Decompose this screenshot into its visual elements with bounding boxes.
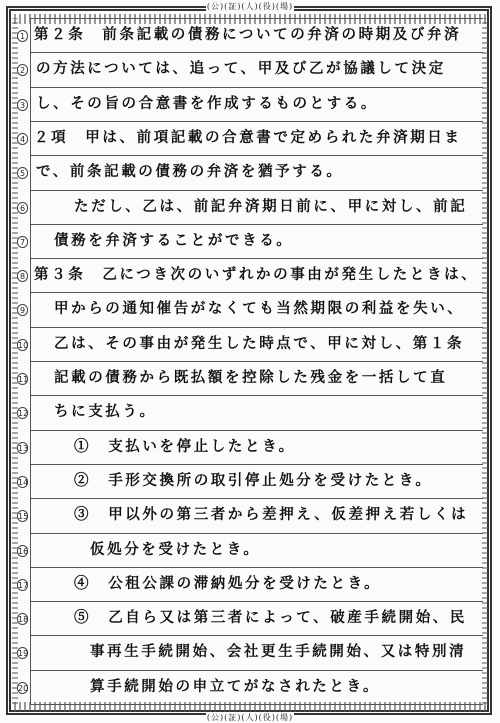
line-number: 1: [17, 30, 28, 42]
text-line: 第２条 前条記載の債務についての弁済の時期及び弁済: [34, 26, 462, 43]
text-line: ２項 甲は、前項記載の合意書で定められた弁済期日ま: [34, 128, 462, 146]
text-line: ちに支払う。: [54, 403, 157, 421]
line-number: 17: [18, 580, 29, 590]
text-line: ⑤ 乙自ら又は第三者によって、破産手続開始、民: [74, 609, 468, 627]
line-number: 19: [18, 649, 29, 659]
header-bottom: [0, 712, 500, 723]
line-number: 3: [17, 99, 28, 111]
line-number: 18: [18, 615, 29, 625]
text-line: 乙は、その事由が発生した時点で、甲に対し、第１条: [54, 334, 465, 352]
text-line: 甲からの通知催告がなくても当然期限の利益を失い、: [54, 300, 465, 318]
line-number: 11: [18, 375, 29, 384]
text-line: ④ 公租公課の滞納処分を受けたとき。: [74, 574, 382, 592]
line-number: 16: [18, 546, 29, 556]
text-line: ③ 甲以外の第三者から差押え、仮差押え若しくは: [74, 506, 469, 524]
line-number: 5: [17, 167, 28, 179]
line-number: 9: [17, 304, 28, 316]
text-line: し、その旨の合意書を作成するものとする。: [36, 94, 378, 112]
ornament-left: [12, 18, 18, 704]
text-line: ただし、乙は、前記弁済期日前に、甲に対し、前記: [74, 197, 468, 215]
header-top: [0, 1, 500, 12]
line-number: 12: [18, 409, 29, 419]
line-number: 8: [17, 270, 28, 282]
line-number: 14: [18, 477, 29, 487]
text-line: 事再生手続開始、会社更生手続開始、又は特別清: [90, 643, 467, 661]
text-line: 第３条 乙につき次のいずれかの事由が発生したときは、: [34, 266, 479, 284]
header-top-text: (公)(証)(人)(役)(場): [206, 2, 294, 11]
text-line: 仮処分を受けたとき。: [90, 540, 261, 558]
text-line: 記載の債務から既払額を控除した残金を一括して直: [54, 369, 448, 386]
ruled-line: [30, 704, 483, 705]
line-number: 6: [17, 202, 28, 214]
text-line: ① 支払いを停止したとき。: [74, 437, 296, 455]
line-number: 2: [17, 64, 28, 76]
text-line: の方法については、追って、甲及び乙が協議して決定: [36, 60, 446, 78]
text-line: ② 手形交換所の取引停止処分を受けたとき。: [74, 471, 433, 489]
line-number: 20: [18, 683, 29, 693]
line-number: 4: [17, 133, 28, 145]
text-line: で、前条記載の債務の弁済を猶予する。: [36, 163, 344, 181]
header-bottom-text: (公)(証)(人)(役)(場): [206, 713, 294, 722]
line-number: 13: [18, 443, 29, 453]
line-number: 10: [18, 340, 29, 350]
text-line: 算手続開始の申立てがなされたとき。: [90, 677, 381, 695]
text-line: 債務を弁済することができる。: [54, 231, 294, 249]
line-number: 7: [17, 236, 28, 248]
line-number: 15: [18, 512, 29, 522]
